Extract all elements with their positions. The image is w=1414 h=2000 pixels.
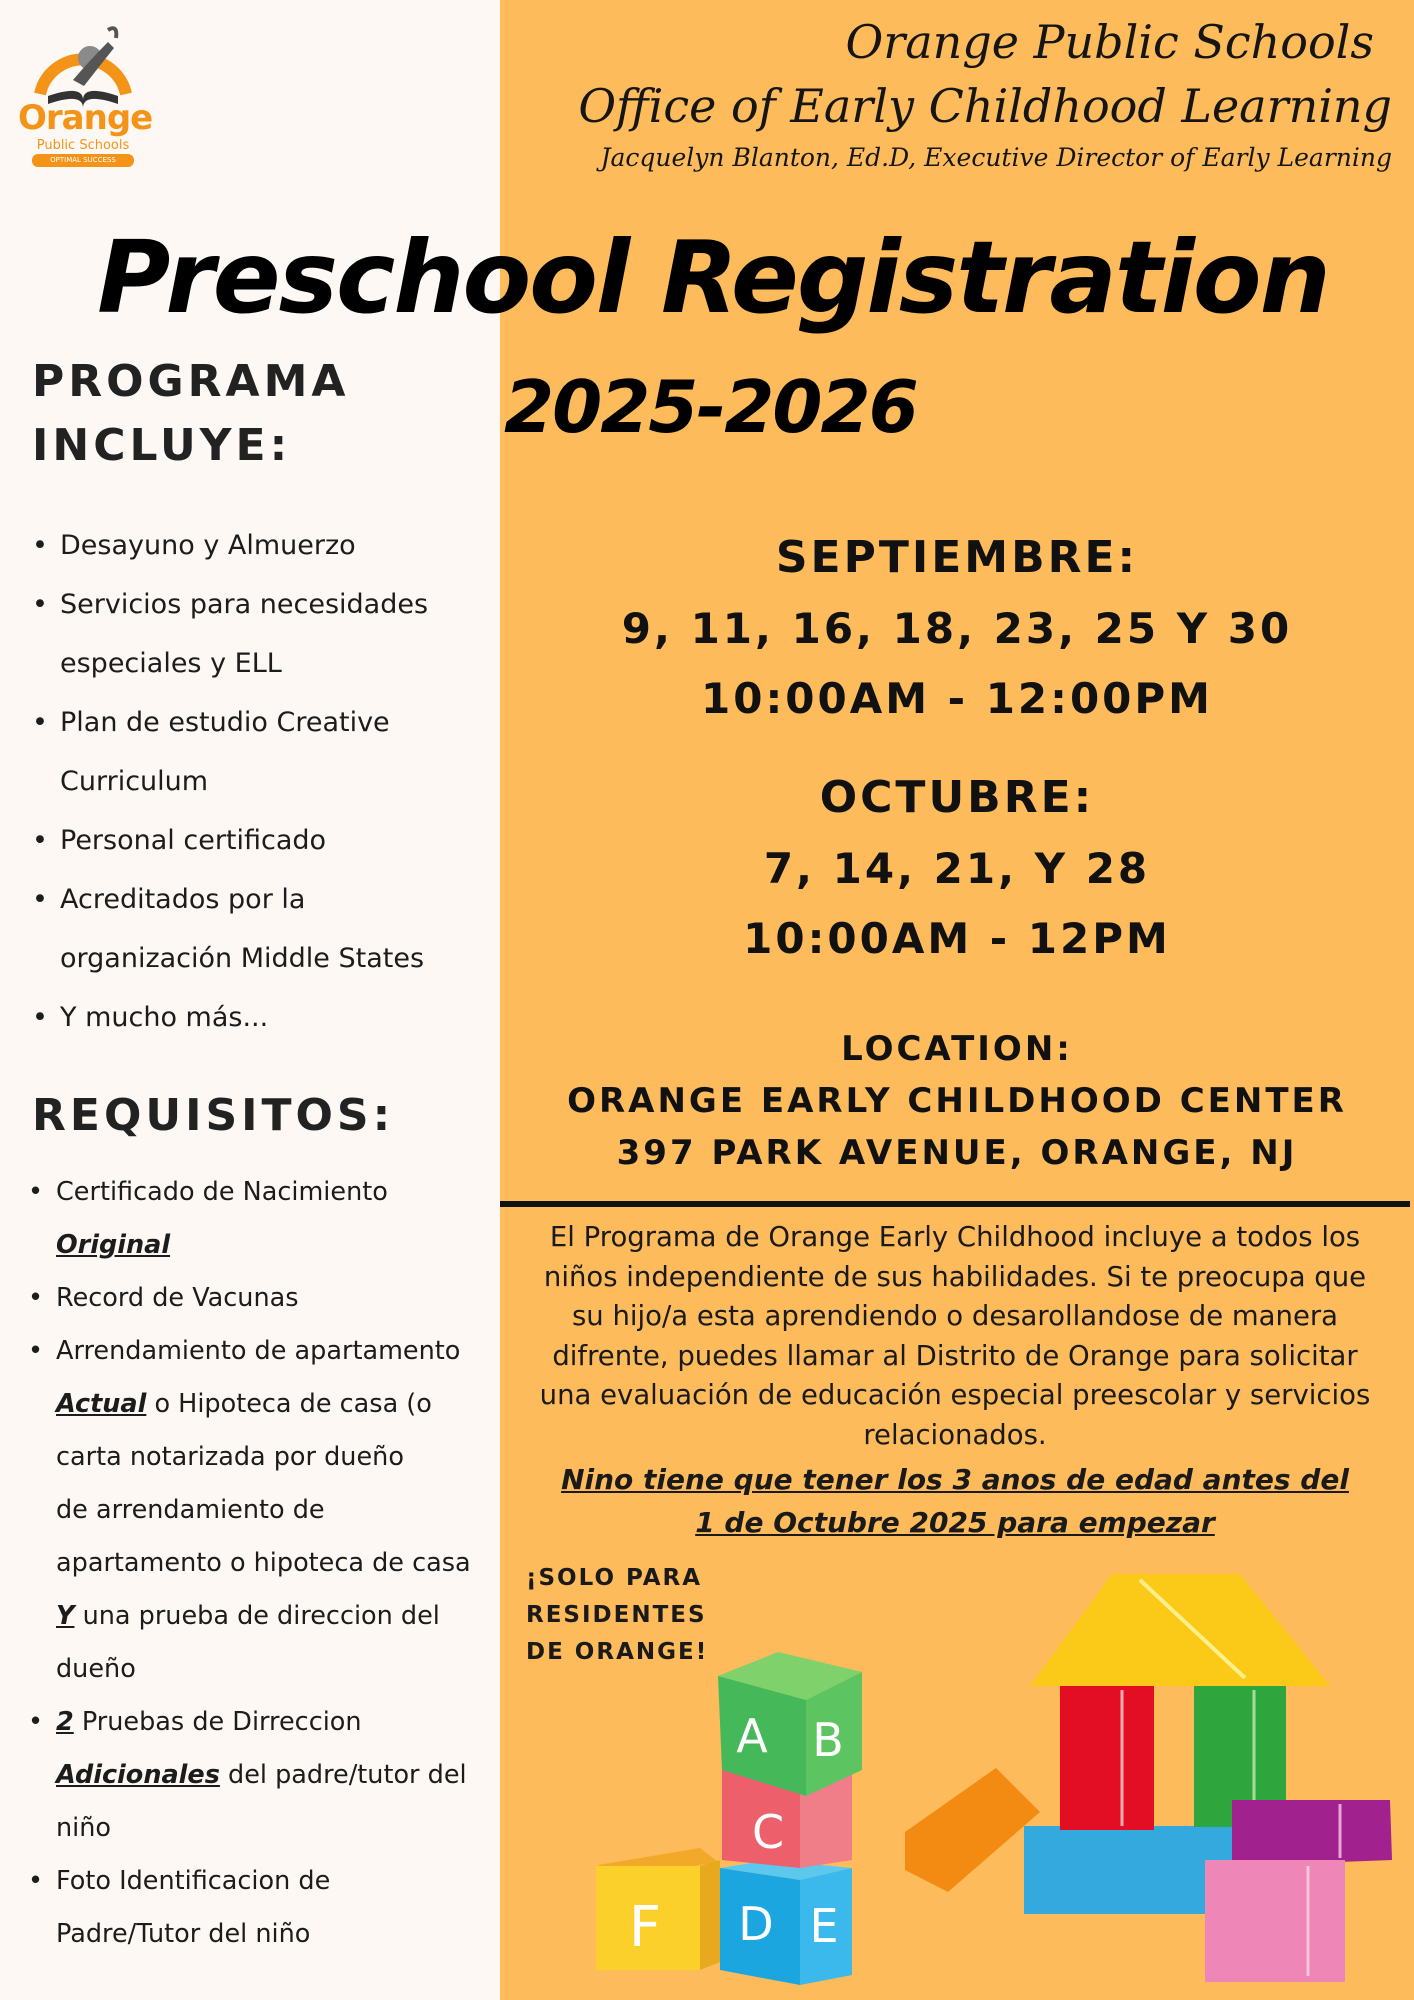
- list-item: • Desayuno y Almuerzo: [50, 516, 518, 575]
- info-line: una evaluación de educación especial preescolar y servicios: [539, 1379, 1371, 1411]
- october-dates: [500, 762, 1414, 974]
- list-item-text: del padre/tutor del: [219, 1760, 467, 1790]
- list-item-text: o Hipoteca de casa (o: [146, 1389, 432, 1419]
- program-list: [28, 516, 518, 1047]
- list-item-text: Padre/Tutor del niño: [56, 1919, 311, 1949]
- block-f-icon: [596, 1848, 720, 1970]
- toy-blocks-illustration: [580, 1570, 1400, 1990]
- list-item-text: Curriculum: [60, 766, 209, 797]
- requirements-list: [24, 1166, 514, 1961]
- list-item: • Y mucho más...: [50, 988, 518, 1047]
- yellow-roof-block-icon: [1030, 1574, 1330, 1686]
- requirements-heading: REQUISITOS:: [32, 1090, 395, 1141]
- residents-line: ¡SOLO PARA: [526, 1565, 703, 1591]
- october-days: 7, 14, 21, Y 28: [763, 844, 1151, 893]
- list-item-text: Servicios para necesidades: [60, 589, 429, 620]
- age-line: 1 de Octubre 2025 para empezar: [695, 1506, 1215, 1539]
- september-days: 9, 11, 16, 18, 23, 25 Y 30: [621, 604, 1293, 653]
- orange-block-icon: [905, 1768, 1040, 1892]
- location-name: ORANGE EARLY CHILDHOOD CENTER: [567, 1081, 1347, 1121]
- page-title: Preschool Registration: [97, 219, 1329, 336]
- info-line: su hijo/a esta aprendiendo o desarollandose de manera: [571, 1300, 1339, 1332]
- list-item-text: especiales y ELL: [60, 648, 282, 679]
- list-item: [46, 1696, 514, 1855]
- list-item-emphasis: Original: [56, 1230, 171, 1260]
- list-item: [46, 1855, 514, 1961]
- program-heading-line2: INCLUYE:: [32, 420, 292, 471]
- header-director: Jacquelyn Blanton, Ed.D, Executive Director of Early Learning: [600, 143, 1392, 172]
- info-line: El Programa de Orange Early Childhood incluye a todos los: [549, 1221, 1361, 1253]
- list-item: • Personal certificado: [50, 811, 518, 870]
- block-letter-a: A: [736, 1709, 768, 1763]
- location: [500, 1023, 1414, 1179]
- list-item: [50, 870, 518, 988]
- list-item: [46, 1166, 514, 1272]
- list-item-emphasis: Adicionales: [56, 1760, 220, 1790]
- location-address: 397 PARK AVENUE, ORANGE, NJ: [616, 1133, 1298, 1173]
- list-item-text: Arrendamiento de apartamento: [56, 1336, 461, 1366]
- info-line: difrente, puedes llamar al Distrito de Orange para solicitar: [552, 1339, 1358, 1372]
- list-item: • Record de Vacunas: [46, 1272, 514, 1325]
- info-line: relacionados.: [863, 1418, 1047, 1451]
- list-item-text: niño: [56, 1813, 112, 1843]
- list-item-text: Certificado de Nacimiento: [56, 1177, 388, 1207]
- logo-subtitle: Public Schools: [36, 138, 130, 153]
- age-requirement: [516, 1458, 1394, 1544]
- block-letter-f: F: [628, 1895, 662, 1960]
- header-office-name: Office of Early Childhood Learning: [578, 79, 1392, 133]
- list-item: [50, 693, 518, 811]
- red-block-icon: [1060, 1685, 1154, 1830]
- residents-line: RESIDENTES: [526, 1602, 707, 1628]
- september-time: 10:00AM - 12:00PM: [701, 674, 1213, 723]
- list-item-text: apartamento o hipoteca de casa: [56, 1548, 471, 1578]
- list-item-text: dueño: [56, 1654, 136, 1684]
- program-info: [516, 1218, 1394, 1455]
- list-item-emphasis: Actual: [56, 1389, 147, 1419]
- block-letter-d: D: [738, 1897, 774, 1951]
- list-item-text: una prueba de direccion del: [74, 1601, 440, 1631]
- purple-block-icon: [1232, 1800, 1392, 1866]
- orange-schools-logo: [18, 20, 153, 170]
- list-item-text: organización Middle States: [60, 943, 425, 974]
- block-ab-icon: [718, 1652, 862, 1796]
- school-year: 2025-2026: [504, 365, 917, 449]
- list-item-text: Foto Identificacion de: [56, 1866, 331, 1896]
- october-time: 10:00AM - 12PM: [743, 914, 1171, 963]
- header: [578, 10, 1392, 178]
- list-item: [46, 1325, 514, 1696]
- september-heading: SEPTIEMBRE:: [775, 532, 1139, 583]
- logo-wordmark: Orange: [18, 98, 153, 138]
- pink-block-icon: [1205, 1860, 1345, 1982]
- list-item-text: Plan de estudio Creative: [60, 707, 390, 738]
- header-school-name: Orange Public Schools: [845, 15, 1374, 69]
- residents-line: DE ORANGE!: [526, 1639, 709, 1665]
- logo-tagline: OPTIMAL SUCCESS: [32, 154, 134, 167]
- october-heading: OCTUBRE:: [819, 772, 1095, 823]
- list-item-emphasis: 2: [56, 1707, 74, 1737]
- list-item-text: Pruebas de Dirreccion: [73, 1707, 362, 1737]
- location-label: LOCATION:: [841, 1029, 1073, 1069]
- block-de-icon: [720, 1860, 852, 1985]
- block-letter-e: E: [809, 1899, 839, 1953]
- info-line: niños independiente de sus habilidades. Si te preocupa que: [543, 1260, 1367, 1293]
- program-heading: [32, 350, 349, 478]
- september-dates: [500, 522, 1414, 734]
- block-letter-b: B: [812, 1713, 844, 1767]
- list-item-text: de arrendamiento de: [56, 1495, 325, 1525]
- list-item: [50, 575, 518, 693]
- program-heading-line1: PROGRAMA: [32, 356, 350, 407]
- age-line: Nino tiene que tener los 3 anos de edad antes del: [561, 1463, 1349, 1496]
- list-item-emphasis: Y: [56, 1601, 75, 1631]
- logo-emblem-icon: [18, 20, 148, 110]
- list-item-text: carta notarizada por dueño: [56, 1442, 404, 1472]
- list-item-text: Acreditados por la: [60, 884, 306, 915]
- block-letter-c: C: [751, 1805, 785, 1859]
- divider: [500, 1201, 1410, 1207]
